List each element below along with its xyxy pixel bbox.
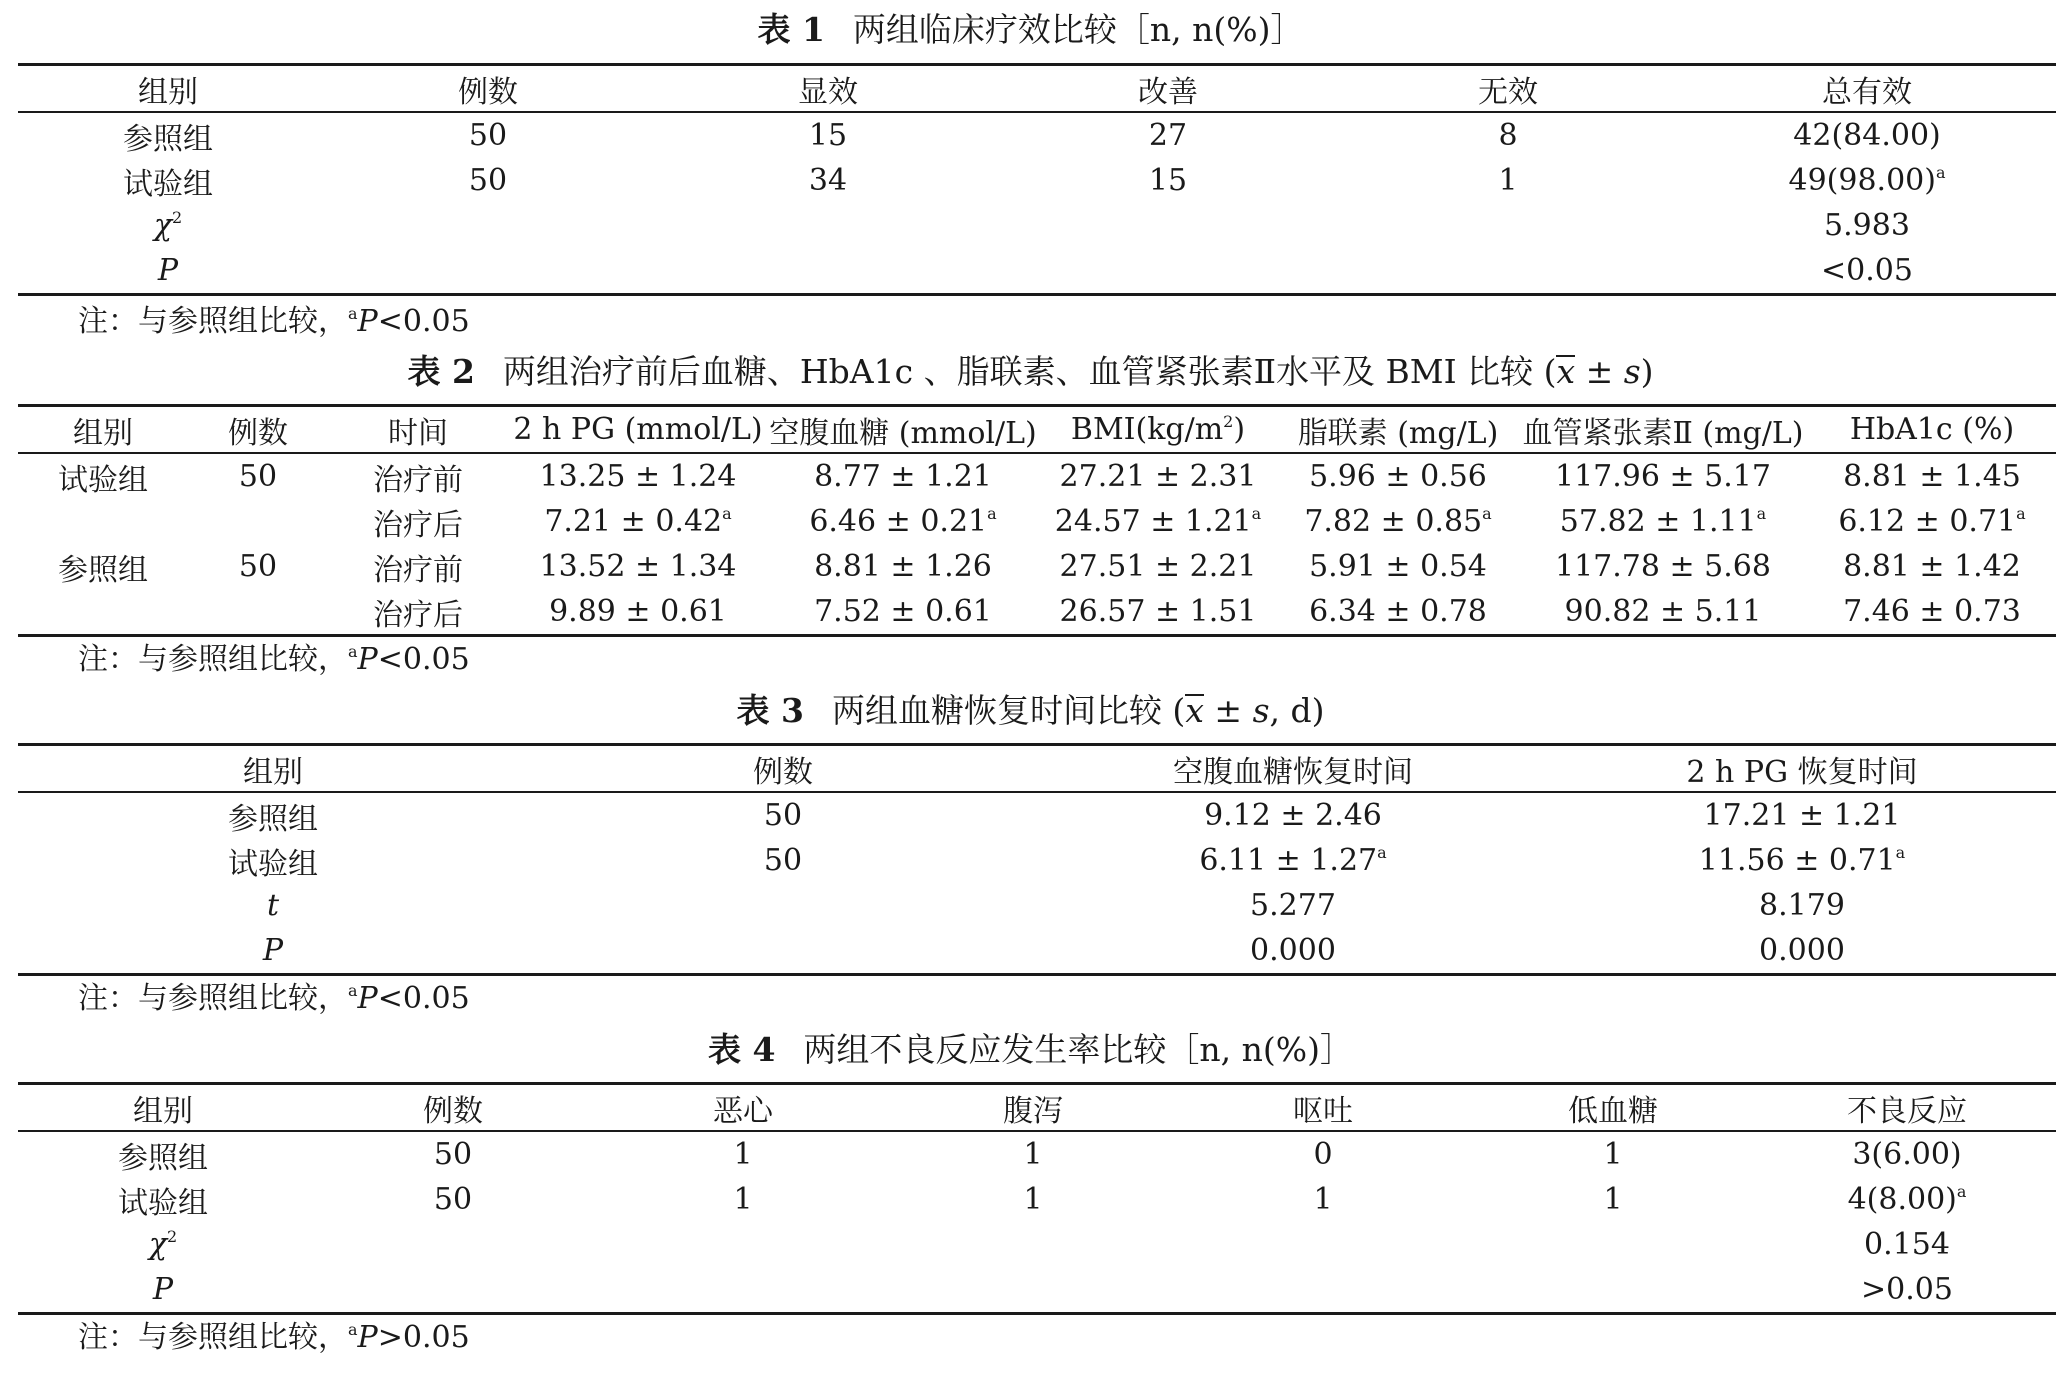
table2-note: 注：与参照组比较，$^a$P<0.05 [78,642,470,677]
table1-row-total [1678,158,2056,203]
table1-caption [0,10,2061,50]
table4-p-row [18,1267,2056,1314]
table3-note: 注：与参照组比较，$^a$P<0.05 [78,981,470,1016]
table2-row-fbg: 8.77 ± 1.21 [814,459,992,494]
table3-header-group: 组别 [18,745,528,793]
table3-number: 表 3 [736,691,804,730]
table2-row-2hpg: 13.52 ± 1.34 [539,549,737,584]
table2 [18,404,2056,637]
table2-header-bmi: $BMI(kg/m^2)$ [1038,406,1278,454]
table2-row-hba1c: 7.46 ± 0.73 [1843,594,2021,629]
table3-p-row [18,928,2056,975]
p-label: P [157,253,179,288]
table4-header-row [18,1084,2056,1132]
table1-row-n: 50 [468,163,508,198]
table3-header-fbg-recovery: 空腹血糖恢复时间 [1038,745,1548,793]
table1-row-n: 50 [468,118,508,153]
table4-row-total: 3(6.00) [1852,1137,1962,1172]
table3-header-n: 例数 [528,745,1038,793]
t-label: t [266,888,280,923]
table2-row-bmi: 27.21 ± 2.31 [1059,459,1257,494]
table-row [18,1131,2056,1177]
table1-row-marked: 34 [808,163,848,198]
table3-t-row [18,883,2056,928]
table3-header-row [18,745,2056,793]
table2-row-time: 治疗后 [373,507,463,543]
table4-header-adverse: 不良反应 [1758,1084,2056,1132]
table2-row-bmi: 24.57 ± 1.21$^a$ [1054,504,1262,539]
table1-header-total: 总有效 [1678,65,2056,113]
table-row [18,158,2056,203]
table2-title: 两组治疗前后血糖、HbA1c 、脂联素、血管紧张素Ⅱ水平及 BMI 比较 ( [502,352,1557,391]
table2-header-adiponectin: 脂联素 (mg/L) [1278,406,1518,454]
table-row [18,499,2056,544]
table3-row-fbg: 6.11 ± 1.27$^a$ [1199,843,1387,878]
table2-row-hba1c: 6.12 ± 0.71$^a$ [1838,504,2026,539]
table4-title: 两组不良反应发生率比较［n, n(%)］ [803,1030,1354,1069]
table2-number: 表 2 [407,352,475,391]
table-row [18,544,2056,589]
table2-header-time: 时间 [328,406,508,454]
table2-header-group: 组别 [18,406,188,454]
table4-header-nausea: 恶心 [598,1084,888,1132]
table1-total-value: 49(98.00) [1788,163,1936,198]
table3-row-group: 参照组 [228,801,318,837]
table2-row-adiponectin: 5.96 ± 0.56 [1309,459,1487,494]
table2-row-bmi: 26.57 ± 1.51 [1059,594,1257,629]
table4-header-diarrhea: 腹泻 [888,1084,1178,1132]
table1-number: 表 1 [757,10,825,49]
p-value: <0.05 [1821,253,1913,288]
table4-row-hypoglycemia: 1 [1603,1182,1623,1217]
table4 [18,1082,2056,1315]
table2-header-2hpg: 2 h PG (mmol/L) [508,406,768,454]
table4-chi-square-row [18,1222,2056,1267]
p-value-fbg: 0.000 [1250,933,1336,968]
table-row [18,589,2056,636]
table4-row-total: $4(8.00)^a$ [1847,1182,1967,1217]
table2-row-angiotensin: 117.78 ± 5.68 [1555,549,1771,584]
table1-row-group: 试验组 [123,166,213,202]
table-row [18,1177,2056,1222]
table3-row-fbg: 9.12 ± 2.46 [1204,798,1382,833]
table2-row-fbg: 6.46 ± 0.21$^a$ [809,504,997,539]
table2-row-time: 治疗后 [373,597,463,633]
chi-square-value: 0.154 [1864,1227,1950,1262]
p-label: P [262,933,284,968]
table2-row-2hpg: 7.21 ± 0.42$^a$ [544,504,732,539]
significance-mark: a [1935,163,1946,182]
table4-note: 注：与参照组比较，$^a$P>0.05 [78,1320,470,1355]
table1-row-improved: 15 [1148,163,1188,198]
table4-header-vomiting: 呕吐 [1178,1084,1468,1132]
table3-title: 两组血糖恢复时间比较 ( [831,691,1186,730]
table2-row-bmi: 27.51 ± 2.21 [1059,549,1257,584]
table2-row-2hpg: 9.89 ± 0.61 [549,594,727,629]
table1-header-row [18,65,2056,113]
table2-header-row [18,406,2056,454]
table2-row-fbg: 8.81 ± 1.26 [814,549,992,584]
table4-row-hypoglycemia: 1 [1603,1137,1623,1172]
table1-header-n: 例数 [318,65,658,113]
table4-row-nausea: 1 [733,1137,753,1172]
table1-chi-square-row [18,203,2056,248]
chi-square-label: $\chi^2$ [153,208,183,243]
table4-row-group: 试验组 [118,1185,208,1221]
table3-row-n: 50 [763,843,803,878]
table4-row-nausea: 1 [733,1182,753,1217]
table2-row-adiponectin: 6.34 ± 0.78 [1309,594,1487,629]
table1-row-total [1678,112,2056,158]
table4-row-group: 参照组 [118,1140,208,1176]
table2-row-hba1c: 8.81 ± 1.45 [1843,459,2021,494]
table2-caption: 表 2 两组治疗前后血糖、HbA1c 、脂联素、血管紧张素Ⅱ水平及 BMI 比较 (x ± s) [407,352,1654,391]
table-row [18,792,2056,838]
table2-row-n: 50 [238,549,278,584]
table2-header-fbg: 空腹血糖 (mmol/L) [768,406,1038,454]
table2-row-angiotensin: 117.96 ± 5.17 [1555,459,1771,494]
table4-number: 表 4 [707,1030,776,1069]
table2-row-adiponectin: 5.91 ± 0.54 [1309,549,1487,584]
p-label: P [152,1272,174,1307]
table2-row-angiotensin: 90.82 ± 5.11 [1564,594,1762,629]
table2-row-group: 参照组 [58,552,148,588]
table3 [18,743,2056,976]
table1 [18,63,2056,296]
table2-row-fbg: 7.52 ± 0.61 [814,594,992,629]
table2-header-hba1c: HbA1c (%) [1808,406,2056,454]
chi-square-label: $\chi^2$ [148,1227,178,1262]
table-row [18,838,2056,883]
table1-row-improved: 27 [1148,118,1188,153]
table4-row-diarrhea: 1 [1023,1182,1043,1217]
table2-row-time: 治疗前 [373,552,463,588]
table1-row-ineffective: 8 [1498,118,1518,153]
table1-p-row [18,248,2056,295]
table2-row-adiponectin: 7.82 ± 0.85$^a$ [1304,504,1492,539]
table1-row-ineffective: 1 [1498,163,1518,198]
table-row [18,453,2056,499]
table4-row-diarrhea: 1 [1023,1137,1043,1172]
p-value-2hpg: 0.000 [1759,933,1845,968]
table3-row-n: 50 [763,798,803,833]
table3-header-2hpg-recovery: 2 h PG 恢复时间 [1548,745,2056,793]
table1-total-value: 42(84.00) [1793,118,1941,153]
table4-caption [0,1030,2061,1070]
table1-header-marked: 显效 [658,65,998,113]
table4-row-n: 50 [433,1137,473,1172]
table1-note: 注：与参照组比较，$^a$P<0.05 [78,304,470,339]
table3-row-group: 试验组 [228,846,318,882]
table3-row-2hpg: 17.21 ± 1.21 [1703,798,1901,833]
table1-row-group: 参照组 [123,121,213,157]
table2-row-group: 试验组 [58,462,148,498]
table1-header-improved: 改善 [998,65,1338,113]
table3-row-2hpg: 11.56 ± 0.71$^a$ [1698,843,1906,878]
table2-row-hba1c: 8.81 ± 1.42 [1843,549,2021,584]
table2-row-time: 治疗前 [373,462,463,498]
table1-header-group: 组别 [18,65,318,113]
table2-row-angiotensin: 57.82 ± 1.11$^a$ [1559,504,1767,539]
table4-row-vomiting: 0 [1313,1137,1333,1172]
table4-header-group: 组别 [18,1084,308,1132]
table2-header-angiotensin: 血管紧张素Ⅱ (mg/L) [1518,406,1808,454]
chi-square-value: 5.983 [1824,208,1910,243]
table1-row-marked: 15 [808,118,848,153]
table4-header-n: 例数 [308,1084,598,1132]
table-row [18,112,2056,158]
table2-row-2hpg: 13.25 ± 1.24 [539,459,737,494]
t-value-fbg: 5.277 [1250,888,1336,923]
table2-row-n: 50 [238,459,278,494]
table3-caption: 表 3 两组血糖恢复时间比较 (x ± s, d) [736,691,1325,730]
table1-header-ineffective: 无效 [1338,65,1678,113]
table4-row-vomiting: 1 [1313,1182,1333,1217]
table4-header-hypoglycemia: 低血糖 [1468,1084,1758,1132]
table2-header-n: 例数 [188,406,328,454]
table4-row-n: 50 [433,1182,473,1217]
t-value-2hpg: 8.179 [1759,888,1845,923]
table1-title: 两组临床疗效比较［n, n(%)］ [852,10,1304,49]
p-value: >0.05 [1861,1272,1953,1307]
